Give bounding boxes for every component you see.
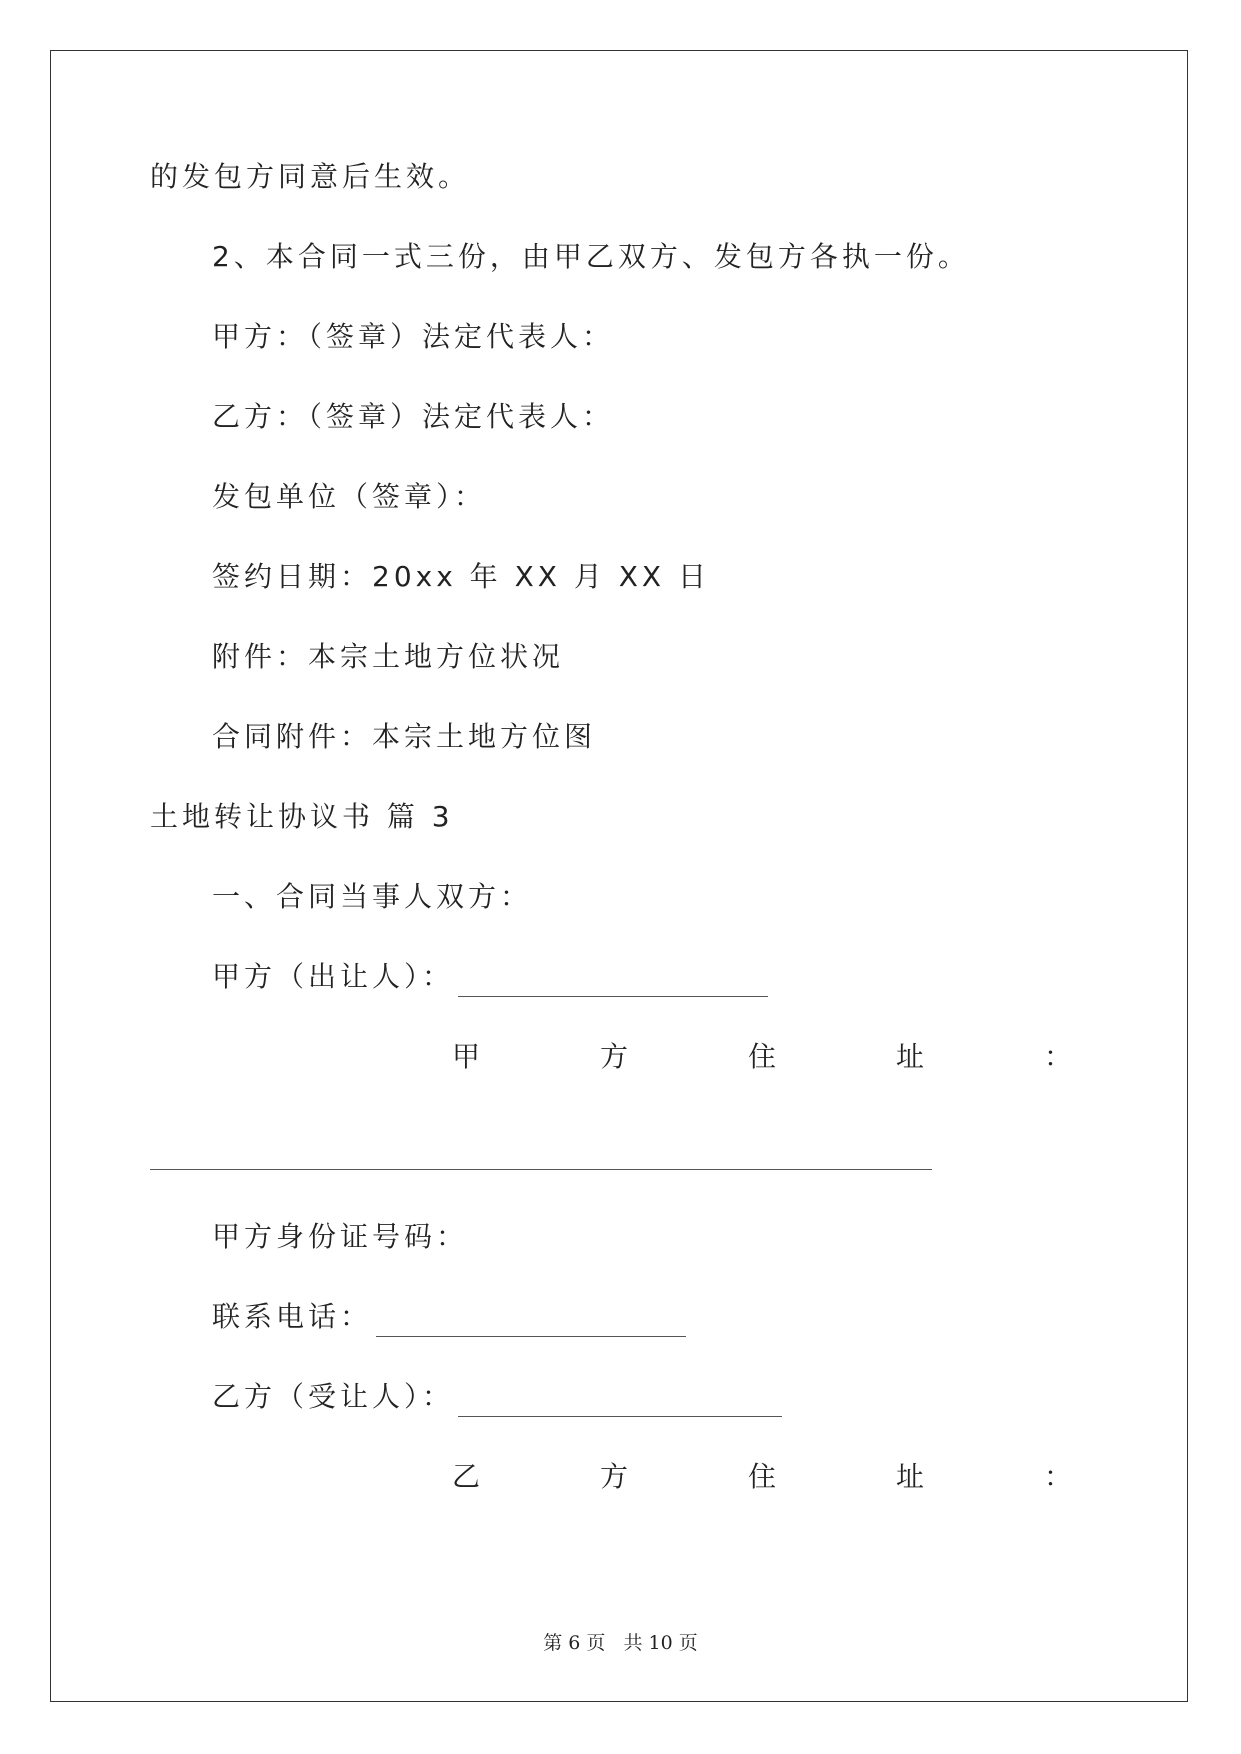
address-a-char-4: 址: [895, 1040, 924, 1073]
text-contract-attachment: 合同附件：本宗土地方位图: [212, 720, 597, 753]
address-b-char-5: ：: [1043, 1460, 1072, 1493]
party-a-line: [212, 957, 768, 997]
address-b-char-2: 方: [599, 1460, 628, 1493]
address-b-char-4: 址: [895, 1460, 924, 1493]
address-a-char-5: ：: [1043, 1040, 1072, 1073]
phone-label: 联系电话：: [212, 1300, 373, 1333]
section-heading: 土地转让协议书 篇 3: [150, 800, 454, 833]
page-number: 第 6 页: [543, 1632, 606, 1654]
address-b-char-1: 乙: [452, 1460, 481, 1493]
party-a-blank: [458, 966, 768, 997]
text-line-1: 的发包方同意后生效。: [150, 160, 471, 193]
party-b-blank: [458, 1386, 782, 1417]
party-a-address-blank: [150, 1169, 932, 1170]
page-total: 共 10 页: [623, 1632, 698, 1654]
text-sign-date: 签约日期：20xx 年 XX 月 XX 日: [212, 560, 710, 593]
party-b-line: [212, 1377, 782, 1417]
text-parties: 一、合同当事人双方：: [212, 880, 533, 913]
text-party-a-sign: 甲方：（签章）法定代表人：: [212, 320, 615, 353]
party-b-address-label: [452, 1457, 1072, 1497]
party-a-address-label: [452, 1037, 1072, 1077]
page-footer: [0, 1628, 1241, 1655]
text-attachment: 附件：本宗土地方位状况: [212, 640, 565, 673]
text-contractor-sign: 发包单位（签章）：: [212, 480, 487, 513]
party-a-label: 甲方（出让人）：: [212, 960, 455, 993]
party-b-label: 乙方（受让人）：: [212, 1380, 455, 1413]
page-frame: [50, 50, 1188, 1702]
address-a-char-2: 方: [599, 1040, 628, 1073]
text-party-b-sign: 乙方：（签章）法定代表人：: [212, 400, 615, 433]
address-b-char-3: 住: [747, 1460, 776, 1493]
text-party-a-id: 甲方身份证号码：: [212, 1220, 469, 1253]
text-line-copies: 2、本合同一式三份，由甲乙双方、发包方各执一份。: [212, 240, 970, 273]
address-a-char-3: 住: [747, 1040, 776, 1073]
phone-blank: [376, 1306, 686, 1337]
phone-line: [212, 1297, 686, 1337]
address-a-char-1: 甲: [452, 1040, 481, 1073]
